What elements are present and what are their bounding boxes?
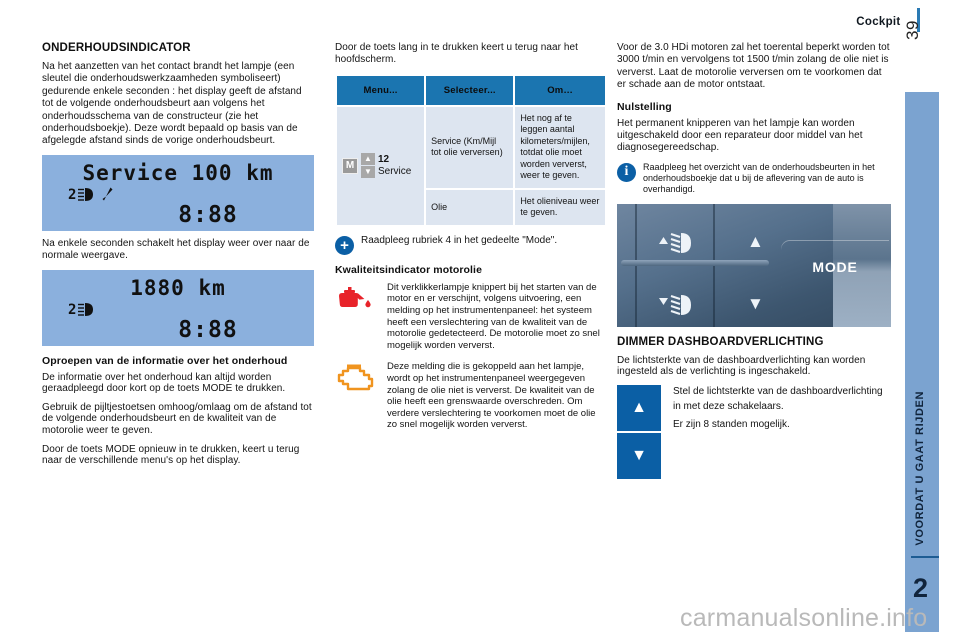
oil-can-icon — [336, 286, 376, 312]
table-header-menu: Menu... — [337, 76, 424, 105]
menu-table — [335, 74, 607, 227]
paragraph-reset: Het permanent knipperen van het lampje kan worden uitgeschakeld door een reparateur door middel van het diagnosegereedschap. — [617, 117, 863, 154]
paragraph-dimmer: De lichtsterkte van de dashboardverlichting kan worden ingesteld als de verlichting is ingeschakeld. — [617, 354, 866, 378]
lcd-service-text: Service 100 km — [82, 160, 274, 185]
table-row — [337, 107, 605, 188]
page-header — [0, 10, 920, 34]
note-mode-text: Raadpleeg rubriek 4 in het gedeelte "Mode". — [361, 234, 558, 246]
section-heading-dimmer: DIMMER DASHBOARDVERLICHTING — [617, 335, 824, 348]
dimmer-down-button[interactable]: ▼ — [617, 433, 661, 479]
mode-button[interactable]: MODE — [781, 240, 889, 294]
arrow-down-icon: ▼ — [361, 166, 375, 178]
dashboard-controls-photo — [617, 204, 891, 327]
lcd-display-service — [42, 155, 314, 231]
photo-divider-3 — [621, 260, 769, 266]
arrow-up-icon: ▲ — [747, 231, 764, 251]
wrench-icon — [101, 187, 113, 202]
chapter-tab-label: VOORDAT U GAAT RIJDEN — [914, 391, 926, 546]
dimmer-button-group — [617, 385, 661, 479]
page-title: Cockpit — [856, 16, 901, 28]
arrow-up-icon: ▲ — [361, 153, 375, 165]
lcd-counter-value: 2 — [68, 186, 77, 203]
warning-oil-quality — [335, 282, 607, 352]
right-column — [617, 42, 893, 479]
mode-button-icon: M — [342, 158, 358, 174]
lcd-icon-group — [68, 187, 113, 203]
dimmer-description — [673, 385, 893, 437]
table-cell-purpose-2: Het olieniveau weer te geven. — [515, 190, 605, 225]
table-header-purpose: Om… — [515, 76, 605, 105]
note-mode-reference — [335, 235, 607, 255]
page-number: 39 — [903, 20, 922, 40]
dimmer-text-1: Stel de lichtsterkte van de dashboardverlichting in met deze schakelaars. — [673, 386, 883, 412]
chapter-tab — [905, 92, 939, 632]
paragraph-mode-short-press: De informatie over het onderhoud kan altijd worden geraadpleegd door kort op de toets MODE te drukken. — [42, 371, 286, 395]
menu-widget — [342, 153, 419, 178]
lcd-clock-value: 8:88 — [178, 201, 238, 228]
subheading-reset: Nulstelling — [617, 100, 672, 113]
subheading-oil-quality: Kwaliteitsindicator motorolie — [335, 263, 483, 276]
oil-can-icon-wrap — [335, 282, 377, 316]
dimmer-up-button[interactable]: ▲ — [617, 385, 661, 431]
chapter-number: 2 — [913, 573, 929, 603]
arrow-down-icon: ▼ — [747, 293, 764, 313]
engine-check-icon-wrap — [335, 361, 377, 395]
lcd-counter-value-2: 2 — [68, 301, 77, 318]
paragraph-mode-again: Door de toets MODE opnieuw in te drukken, keert u terug naar de verschillende menu's op het display. — [42, 443, 300, 467]
chapter-tab-divider — [911, 556, 939, 558]
paragraph-display-returns: Na enkele seconden schakelt het display weer over naar de normale weergave. — [42, 237, 310, 262]
lcd-clock-value-2: 8:88 — [178, 316, 238, 343]
watermark: carmanualsonline.info — [680, 604, 928, 632]
arrow-pair — [361, 153, 375, 178]
headlight-icon — [77, 187, 99, 202]
headlight-icon — [77, 302, 99, 317]
paragraph-long-press: Door de toets lang in te drukken keert u terug naar het hoofdscherm. — [335, 42, 578, 66]
middle-column — [335, 42, 607, 441]
section-heading-maintenance: ONDERHOUDSINDICATOR — [42, 42, 191, 54]
lcd-display-odometer — [42, 270, 314, 346]
note-service-book-text: Raadpleeg het overzicht van de onderhoudsbeurten in het onderhoudsboekje dat u bij de aflevering van de auto is overhandigd. — [643, 161, 875, 194]
paragraph-maintenance-intro: Na het aanzetten van het contact brandt het lampje (een sleutel die onderhoudswerkzaamheden symboliseert) gedurende enkele seconden : het display geeft de afstand tot de volgende onderhoudsbeurt aan volgens het onderhoudsschema van de constructeur (zie het onderhoudsboekje). Deze wordt bepaald op basis van de afgelegde afstand sinds de vorige onderhoudsbeurt. — [42, 61, 302, 147]
paragraph-hdi-engines: Voor de 3.0 HDi motoren zal het toerental beperkt worden tot 3000 t/min en vervolgens tot 1500 t/min zolang de olie niet is ververst. Laat de motorolie verversen om te voorkomen dat er schade aan de motor ontstaat. — [617, 42, 890, 91]
menu-item-number: 12 — [378, 153, 390, 165]
table-cell-select-2: Olie — [426, 190, 513, 225]
headlight-up-icon — [655, 230, 699, 256]
paragraph-arrow-keys: Gebruik de pijltjestoetsen omhoog/omlaag om de afstand tot de volgende onderhoudsbeurt en de kwaliteit van de motorolie weer te geven. — [42, 401, 312, 437]
menu-widget-cell — [337, 107, 424, 225]
table-header-select: Selecteer... — [426, 76, 513, 105]
plus-circle-icon: + — [335, 236, 354, 255]
lcd-icon-group-2 — [68, 302, 99, 318]
table-cell-select-1: Service (Km/Mijl tot olie verversen) — [426, 107, 513, 188]
note-service-book — [617, 162, 893, 195]
headlight-down-icon — [655, 292, 699, 318]
dimmer-text-2: Er zijn 8 standen mogelijk. — [673, 419, 790, 431]
warning-engine-check — [335, 361, 607, 431]
dimmer-controls — [617, 385, 893, 479]
left-column — [42, 42, 314, 474]
subheading-recall-info: Oproepen van de informatie over het onderhoud — [42, 354, 288, 367]
table-header-row — [337, 76, 605, 105]
table-cell-purpose-1: Het nog af te leggen aantal kilometers/mijlen, totdat olie moet worden ververst, weer te geven. — [515, 107, 605, 188]
warning-oil-quality-text: Dit verklikkerlampje knippert bij het starten van de motor en er verschijnt, volgens uitvoering, een melding op het instrumentenpaneel: het systeem heeft een verslechtering van de kwaliteit van de motorolie gedetecteerd. De motorolie moet zo snel mogelijk worden ververst. — [387, 281, 600, 351]
engine-check-icon — [336, 363, 376, 393]
menu-item-name: Service — [378, 165, 412, 177]
lcd-distance-text: 1880 km — [130, 275, 226, 300]
warning-engine-check-text: Deze melding die is gekoppeld aan het lampje, wordt op het instrumentenpaneel weergegeven zolang de olie niet is ververst. De kwaliteit van de olie heeft een grenswaarde overschreden. Om verdere verslechtering te voorkomen moet de olie zo snel mogelijk worden ververst. — [387, 361, 596, 431]
info-circle-icon: i — [617, 163, 636, 182]
